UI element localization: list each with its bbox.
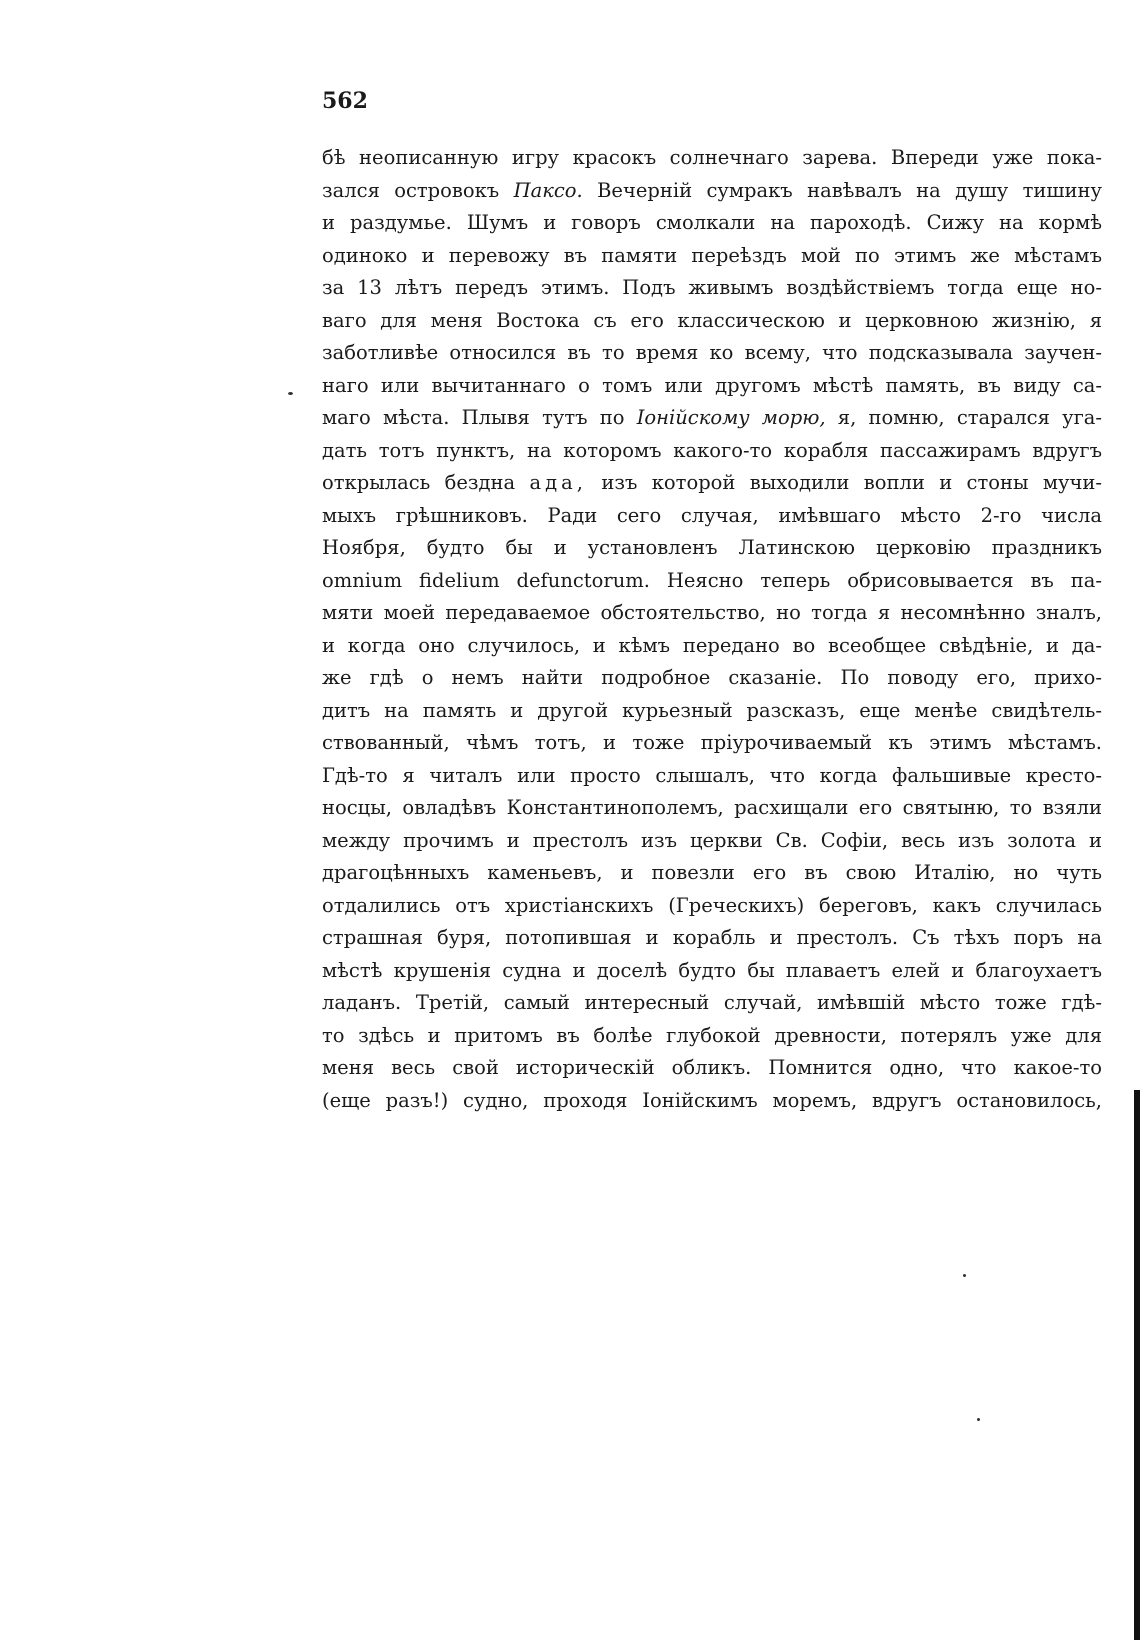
- text-segment: и раздумье. Шумъ и говоръ смолкали на пароходѣ. Сижу на кормѣ: [322, 211, 1102, 234]
- text-line: [322, 565, 1102, 598]
- text-line: [322, 272, 1102, 305]
- text-segment: и когда оно случилось, и кѣмъ передано во всеобщее свѣдѣніе, и да-: [322, 633, 1102, 657]
- text-line: [322, 142, 1102, 175]
- italic-text: Паксо.: [513, 178, 583, 202]
- text-line: [322, 760, 1102, 793]
- text-segment: драгоцѣнныхъ каменьевъ, и повезли его въ свою Италію, но чуть: [322, 861, 1102, 884]
- text-line: [322, 662, 1102, 695]
- text-line: [322, 695, 1102, 728]
- text-segment: ваго для меня Востока съ его классическою и церковною жизнію, я: [322, 308, 1102, 332]
- text-segment: за 13 лѣтъ передъ этимъ. Подъ живымъ воздѣйствіемъ тогда еще но-: [322, 276, 1102, 299]
- text-segment: меня весь свой историческій обликъ. Помнится одно, что какое-то: [322, 1056, 1102, 1079]
- text-line: [322, 922, 1102, 955]
- text-segment: ладанъ. Третій, самый интересный случай, имѣвшій мѣсто тоже гдѣ-: [322, 991, 1102, 1014]
- text-line: [322, 857, 1102, 890]
- text-line: [322, 207, 1102, 240]
- text-line: [322, 500, 1102, 533]
- spaced-text: ада,: [529, 471, 587, 494]
- text-segment: изъ которой выходили вопли и стоны мучи-: [587, 471, 1102, 494]
- text-line: [322, 825, 1102, 858]
- text-segment: отдалились отъ христіанскихъ (Греческихъ) береговъ, какъ случилась: [322, 893, 1102, 917]
- text-segment: мѣстѣ крушенія судна и доселѣ будто бы плаваетъ елей и благоухаетъ: [322, 958, 1102, 982]
- text-segment: Вечерній сумракъ навѣвалъ на душу тишину: [582, 178, 1102, 202]
- scan-edge-shadow: [1134, 1090, 1140, 1640]
- text-segment: Ноября, будто бы и установленъ Латинскою церковію праздникъ: [322, 536, 1102, 559]
- text-segment: страшная буря, потопившая и корабль и престолъ. Съ тѣхъ поръ на: [322, 926, 1102, 949]
- text-line: [322, 402, 1102, 435]
- text-segment: ствованный, чѣмъ тотъ, и тоже пріурочиваемый къ этимъ мѣстамъ.: [322, 731, 1102, 754]
- text-segment: мяти моей передаваемое обстоятельство, но тогда я несомнѣнно зналъ,: [322, 601, 1102, 624]
- text-line: [322, 1052, 1102, 1085]
- text-line: [322, 467, 1102, 500]
- scan-speck: [977, 1418, 980, 1421]
- text-line: [322, 240, 1102, 273]
- body-text: [322, 142, 1102, 1117]
- italic-text: Іонійскому морю,: [636, 406, 826, 429]
- text-line: [322, 955, 1102, 988]
- text-line: [322, 987, 1102, 1020]
- text-line: [322, 1085, 1102, 1118]
- text-segment: наго или вычитаннаго о томъ или другомъ мѣстѣ память, въ виду са-: [322, 373, 1102, 397]
- text-segment: заботливѣе относился въ то время ко всему, что подсказывала заучен-: [322, 341, 1102, 364]
- text-line: [322, 727, 1102, 760]
- scan-speck: [288, 392, 293, 395]
- text-segment: Гдѣ-то я читалъ или просто слышалъ, что когда фальшивые кресто-: [322, 763, 1102, 787]
- text-segment: дитъ на память и другой курьезный разсказъ, еще менѣе свидѣтель-: [322, 698, 1102, 722]
- text-line: [322, 435, 1102, 468]
- text-segment: бѣ неописанную игру красокъ солнечнаго зарева. Впереди уже пока-: [322, 146, 1102, 169]
- text-line: [322, 597, 1102, 630]
- page-number: 562: [322, 88, 368, 114]
- text-segment: omnium fidelium defunctorum. Неясно теперь обрисовывается въ па-: [322, 568, 1102, 592]
- text-segment: дать тотъ пунктъ, на которомъ какого-то корабля пассажирамъ вдругъ: [322, 438, 1102, 462]
- text-line: [322, 337, 1102, 370]
- text-line: [322, 792, 1102, 825]
- text-line: [322, 890, 1102, 923]
- text-segment: открылась бездна: [322, 471, 530, 494]
- text-segment: я, помню, старался уга-: [825, 406, 1103, 429]
- text-line: [322, 630, 1102, 663]
- text-segment: (еще разъ!) судно, проходя Іонійскимъ моремъ, вдругъ остановилось,: [322, 1088, 1102, 1112]
- text-line: [322, 370, 1102, 403]
- text-segment: же гдѣ о немъ найти подробное сказаніе. По поводу его, прихо-: [322, 666, 1102, 689]
- text-line: [322, 305, 1102, 338]
- text-segment: между прочимъ и престолъ изъ церкви Св. Софіи, весь изъ золота и: [322, 828, 1102, 852]
- text-segment: носцы, овладѣвъ Константинополемъ, расхищали его святыню, то взяли: [322, 796, 1102, 819]
- text-line: [322, 175, 1102, 208]
- text-segment: зался островокъ: [322, 178, 514, 202]
- text-line: [322, 532, 1102, 565]
- text-segment: мыхъ грѣшниковъ. Ради сего случая, имѣвшаго мѣсто 2-го числа: [322, 503, 1102, 527]
- text-line: [322, 1020, 1102, 1053]
- scan-speck: [963, 1274, 966, 1277]
- text-segment: одиноко и перевожу въ памяти переѣздъ мой по этимъ же мѣстамъ: [322, 243, 1102, 267]
- text-segment: маго мѣста. Плывя тутъ по: [322, 406, 637, 429]
- text-segment: то здѣсь и притомъ въ болѣе глубокой древности, потерялъ уже для: [322, 1023, 1102, 1047]
